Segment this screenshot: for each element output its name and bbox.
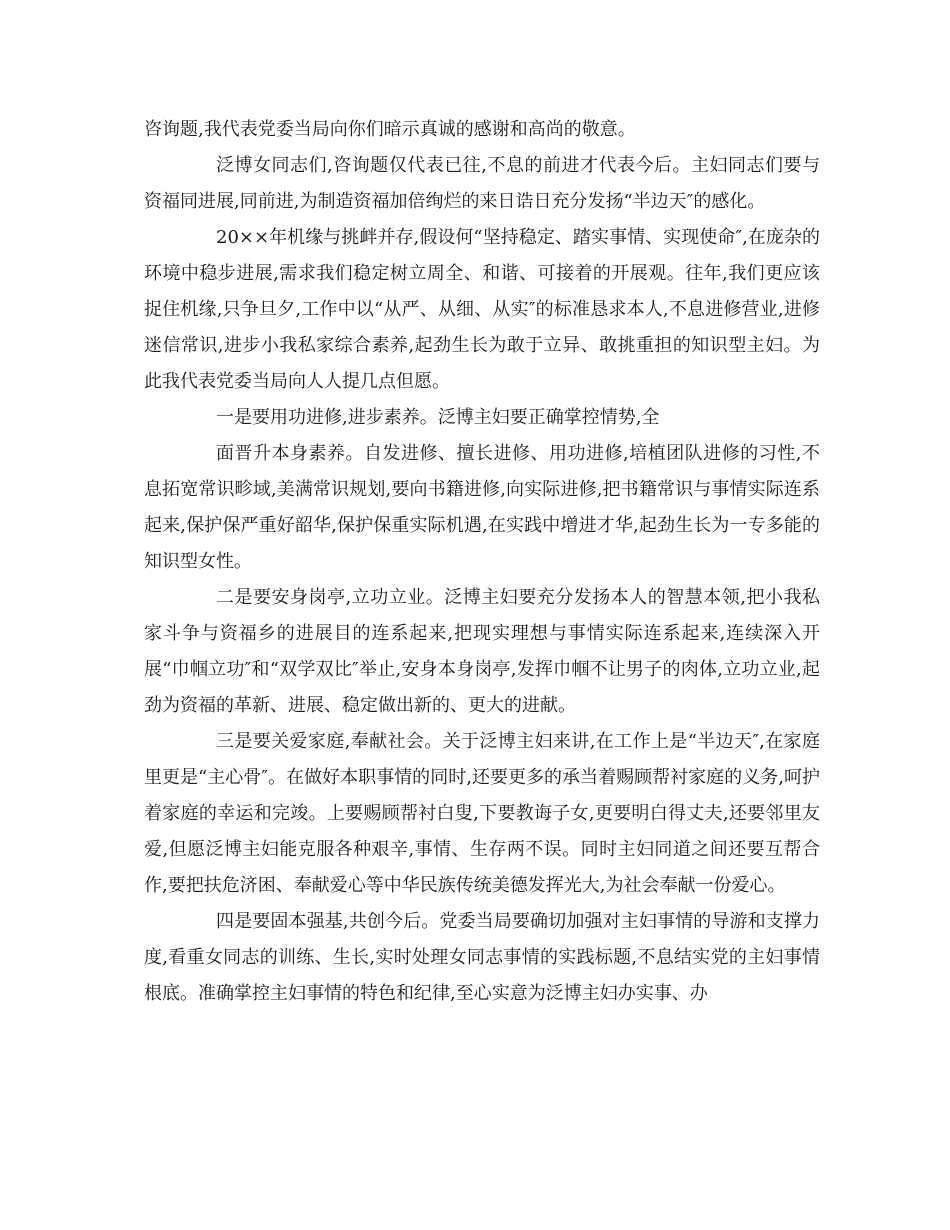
paragraph-6: 二是要安身岗亭,立功立业。泛博主妇要充分发扬本人的智慧本领,把小我私家斗争与资福乡的进展目的连系起来,把现实理想与事情实际连系起来,连续深入开展“巾帼立功″和“双学双比″举止,安身本身岗亭,发挥巾帼不让男子的肉体,立功立业,起劲为资福的革新、进展、稳定做出新的、更大的进献。: [144, 587, 820, 716]
paragraph-4: 一是要用功进修,进步素养。泛博主妇要正确掌控情势,全: [216, 407, 660, 428]
paragraph-2: 泛博女同志们,咨询题仅代表已往,不息的前进才代表今后。主妇同志们要与资福同进展,同前进,为制造资福加倍绚烂的来日诰日充分发扬“半边天″的感化。: [144, 155, 820, 212]
paragraph-8: 四是要固本强基,共创今后。党委当局要确切加强对主妇事情的导游和支撑力度,看重女同志的训练、生长,实时处理女同志事情的实践标题,不息结实党的主妇事情根底。准确掌控主妇事情的特色和纪律,至心实意为泛博主妇办实事、办: [144, 911, 820, 1004]
paragraph-5: 面晋升本身素养。自发进修、擅长进修、用功进修,培植团队进修的习性,不息拓宽常识畛域,美满常识规划,要向书籍进修,向实际进修,把书籍常识与事情实际连系起来,保护保严重好韶华,保护保重实际机遇,在实践中增进才华,起劲生长为一专多能的知识型女性。: [144, 443, 820, 572]
paragraph-1: 咨询题,我代表党委当局向你们暗示真诚的感谢和高尚的敬意。: [144, 119, 636, 140]
paragraph-7: 三是要关爱家庭,奉献社会。关于泛博主妇来讲,在工作上是“半边天″,在家庭里更是“主心骨″。在做好本职事情的同时,还要更多的承当着赐顾帮衬家庭的义务,呵护着家庭的幸运和完竣。上要赐顾帮衬白叟,下要教诲子女,更要明白得丈夫,还要邻里友爱,但愿泛博主妇能克服各种艰辛,事情、生存两不误。同时主妇同道之间还要互帮合作,要把扶危济困、奉献爱心等中华民族传统美德发挥光大,为社会奉献一份爱心。: [144, 731, 820, 896]
paragraph-3: 20××年机缘与挑衅并存,假设何“坚持稳定、踏实事情、实现使命″,在庞杂的环境中稳步进展,需求我们稳定树立周全、和谐、可接着的开展观。往年,我们更应该捉住机缘,只争旦夕,工作中以“从严、从细、从实″的标准恳求本人,不息进修营业,进修迷信常识,进步小我私家综合素养,起劲生长为敢于立异、敢挑重担的知识型主妇。为此我代表党委当局向人人提几点但愿。: [144, 227, 820, 392]
document-body: [144, 112, 820, 1012]
